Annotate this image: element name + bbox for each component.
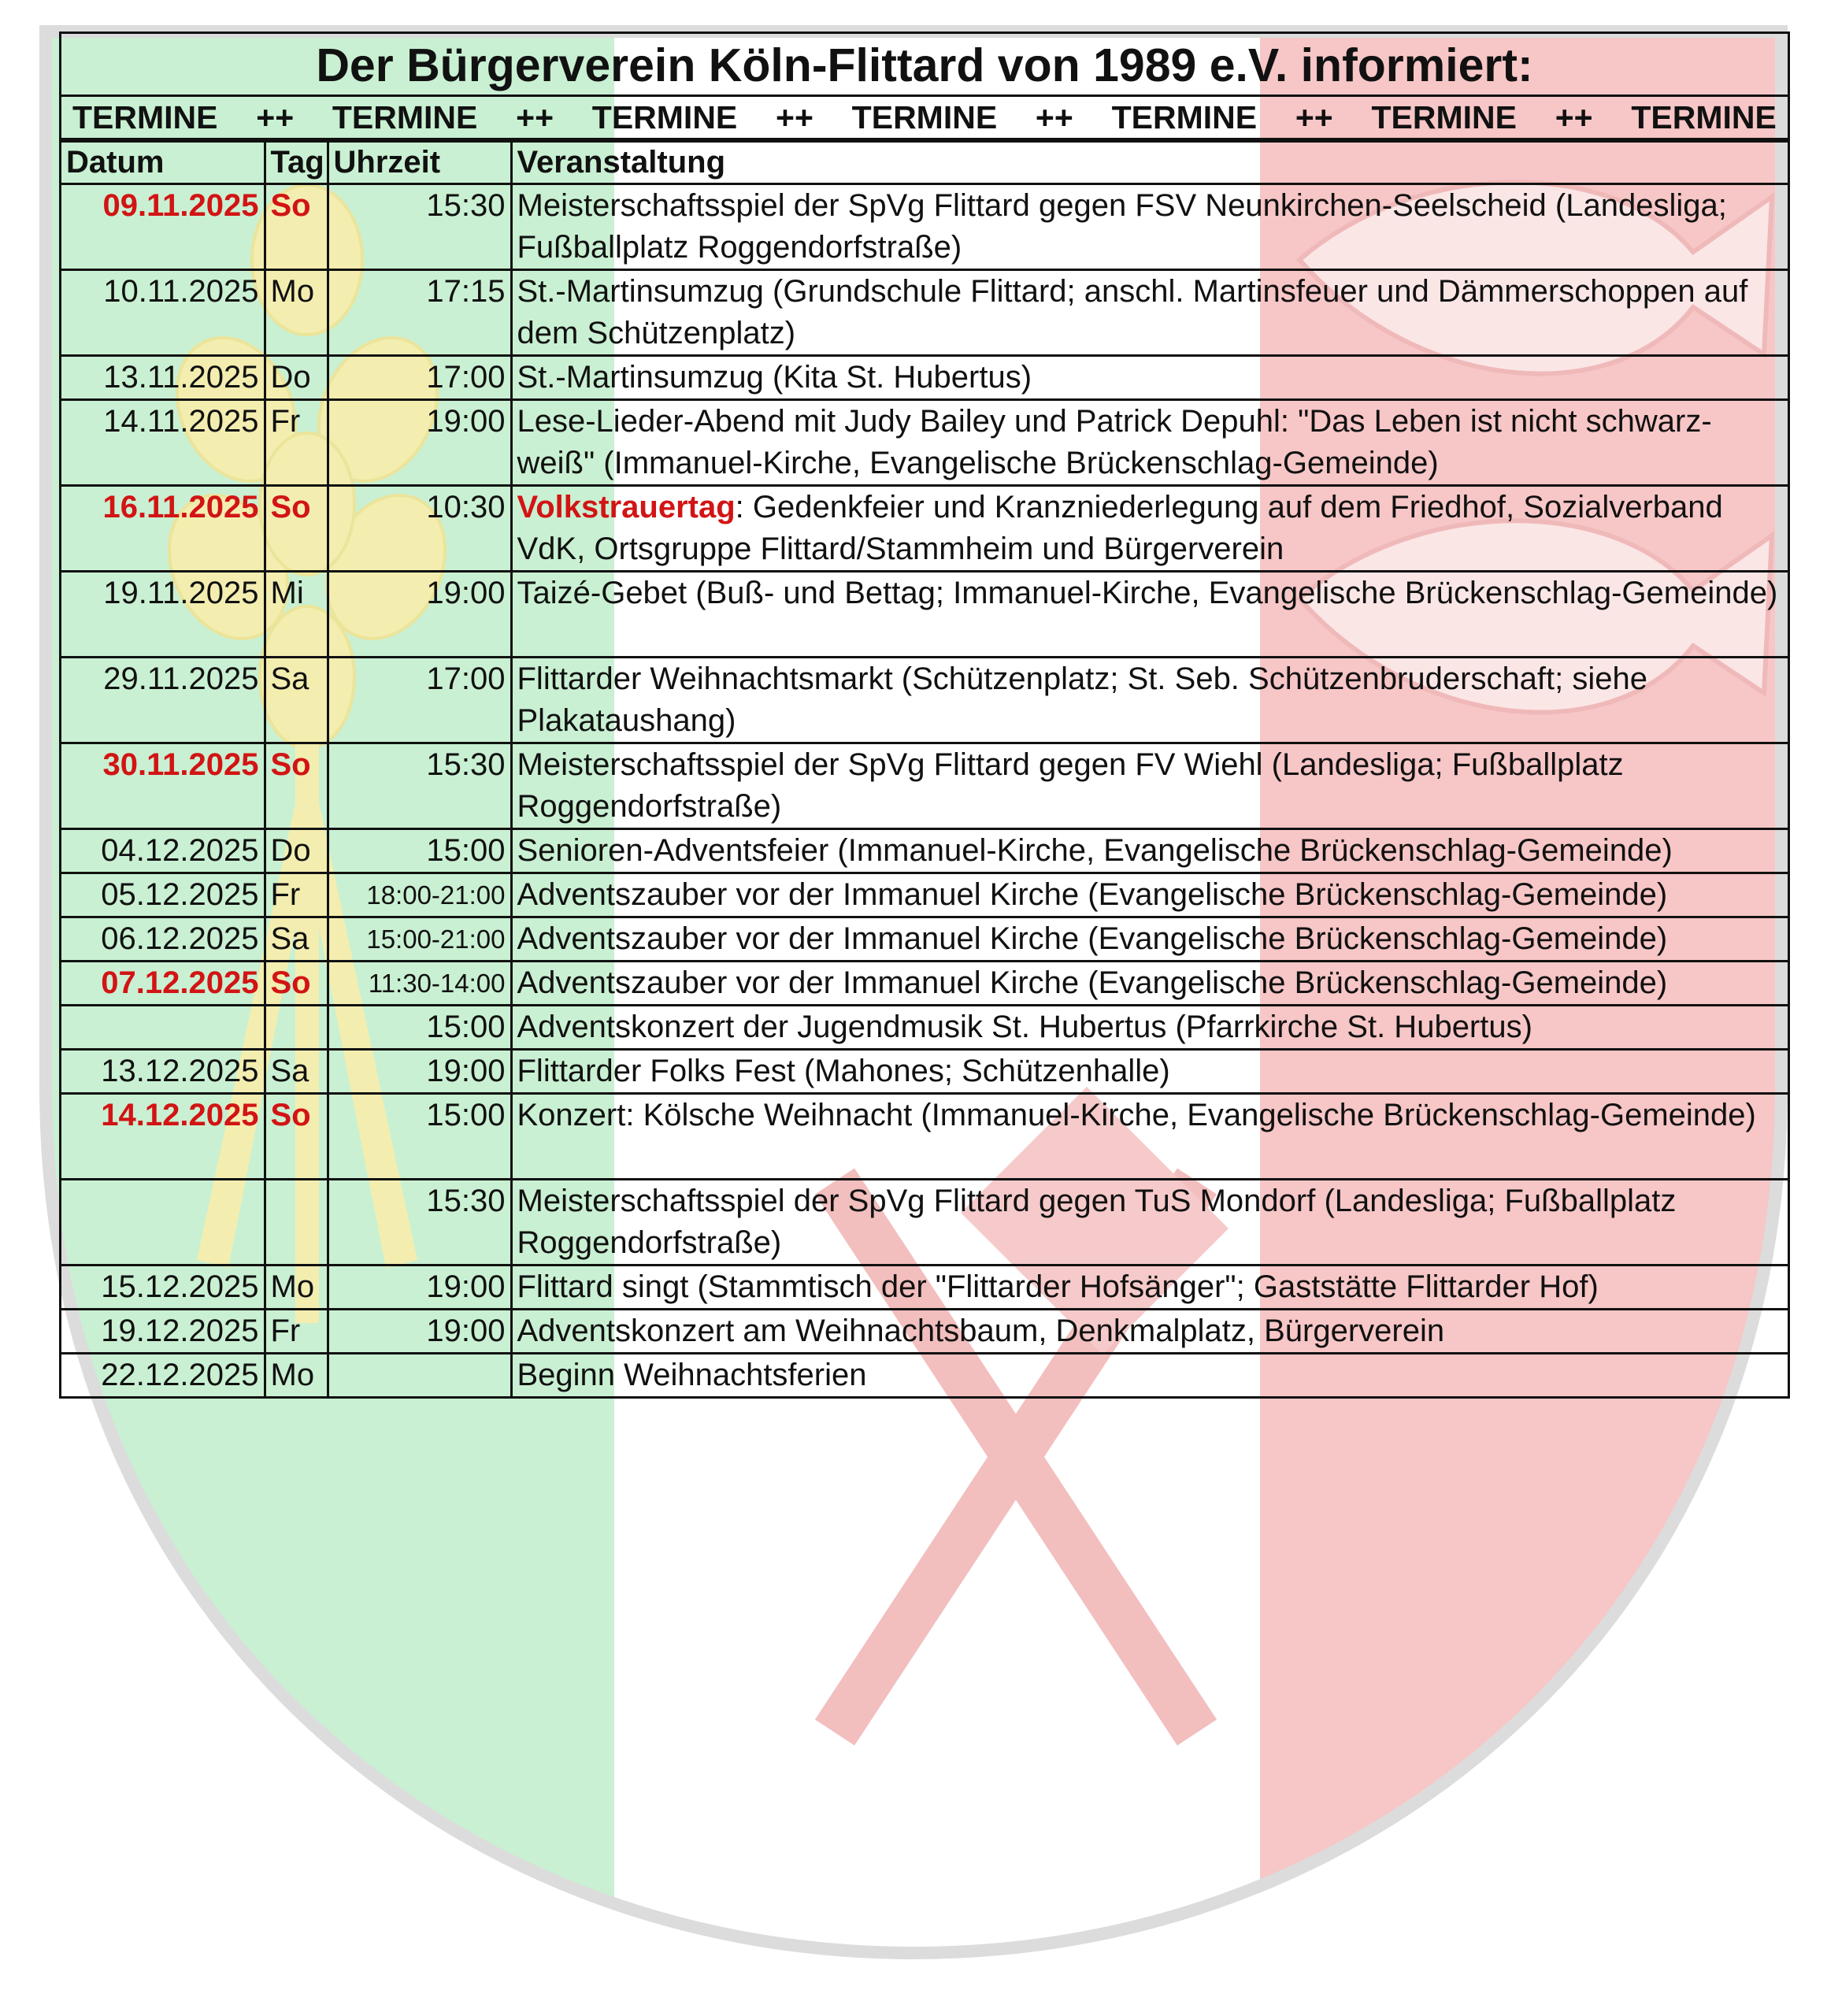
event-day: Fr [265, 873, 328, 917]
page-title: Der Bürgerverein Köln-Flittard von 1989 e.V. informiert: [61, 34, 1788, 97]
ticker-word: TERMINE [1371, 98, 1517, 135]
event-time: 17:15 [328, 270, 511, 356]
event-description [511, 486, 1788, 572]
event-description [511, 962, 1788, 1006]
event-time [328, 1354, 511, 1397]
event-time: 17:00 [328, 658, 511, 743]
events-board [59, 32, 1790, 1399]
column-header-day: Tag [265, 143, 328, 184]
event-day: Fr [265, 400, 328, 486]
ticker-separator: ++ [776, 98, 813, 135]
event-text: Adventszauber vor der Immanuel Kirche (Evangelische Brückenschlag-Gemeinde) [517, 965, 1668, 1000]
table-row [61, 184, 1788, 270]
event-description [511, 658, 1788, 743]
event-time: 15:30 [328, 743, 511, 829]
event-time: 15:30 [328, 184, 511, 270]
event-text: Meisterschaftsspiel der SpVg Flittard gegen FSV Neunkirchen-Seelscheid (Landesliga; Fußballplatz Roggendorfstraße) [517, 188, 1727, 265]
event-date: 19.12.2025 [61, 1310, 265, 1354]
event-day: Sa [265, 1050, 328, 1094]
event-date: 19.11.2025 [61, 572, 265, 658]
ticker-word: TERMINE [1631, 98, 1777, 135]
event-description [511, 873, 1788, 917]
event-day: Sa [265, 658, 328, 743]
event-text: : Gedenkfeier und Kranzniederlegung auf dem Friedhof, Sozialverband VdK, Ortsgruppe Flittard/Stammheim und Bürgerverein [517, 490, 1723, 566]
event-text: Meisterschaftsspiel der SpVg Flittard gegen TuS Mondorf (Landesliga; Fußballplatz Roggendorfstraße) [517, 1184, 1677, 1260]
table-row [61, 829, 1788, 873]
event-time: 15:00 [328, 1094, 511, 1180]
table-row [61, 873, 1788, 917]
event-date [61, 1006, 265, 1050]
table-row [61, 743, 1788, 829]
event-date: 22.12.2025 [61, 1354, 265, 1397]
event-day [265, 1006, 328, 1050]
event-date: 15.12.2025 [61, 1266, 265, 1310]
event-date: 06.12.2025 [61, 917, 265, 962]
event-date: 14.12.2025 [61, 1094, 265, 1180]
table-row [61, 1006, 1788, 1050]
event-description [511, 1354, 1788, 1397]
event-date: 05.12.2025 [61, 873, 265, 917]
event-time: 15:00 [328, 1006, 511, 1050]
event-time: 17:00 [328, 356, 511, 400]
event-time: 11:30-14:00 [328, 962, 511, 1006]
event-text: Adventskonzert der Jugendmusik St. Hubertus (Pfarrkirche St. Hubertus) [517, 1010, 1532, 1044]
event-day: Do [265, 829, 328, 873]
event-time: 19:00 [328, 572, 511, 658]
column-header-event: Veranstaltung [511, 143, 1788, 184]
event-text: Flittarder Weihnachtsmarkt (Schützenplatz; St. Seb. Schützenbruderschaft; siehe Plakataushang) [517, 662, 1648, 738]
event-time: 10:30 [328, 486, 511, 572]
event-text: Adventszauber vor der Immanuel Kirche (Evangelische Brückenschlag-Gemeinde) [517, 921, 1668, 956]
event-description [511, 572, 1788, 658]
event-description [511, 356, 1788, 400]
event-date: 13.12.2025 [61, 1050, 265, 1094]
event-description [511, 743, 1788, 829]
event-day: Mi [265, 572, 328, 658]
event-date: 13.11.2025 [61, 356, 265, 400]
event-date: 10.11.2025 [61, 270, 265, 356]
ticker-word: TERMINE [1111, 98, 1258, 135]
event-description [511, 917, 1788, 962]
event-description [511, 1006, 1788, 1050]
ticker-word: TERMINE [72, 98, 218, 135]
event-text: Flittard singt (Stammtisch der "Flittarder Hofsänger"; Gaststätte Flittarder Hof) [517, 1269, 1599, 1304]
event-text: Lese-Lieder-Abend mit Judy Bailey und Patrick Depuhl: "Das Leben ist nicht schwarz-weiß" (Immanuel-Kirche, Evangelische Brückenschlag-Gemeinde) [517, 404, 1712, 480]
event-text: Adventskonzert am Weihnachtsbaum, Denkmalplatz, Bürgerverein [517, 1314, 1445, 1348]
ticker-word: TERMINE [332, 98, 478, 135]
event-date: 07.12.2025 [61, 962, 265, 1006]
table-row [61, 1094, 1788, 1180]
event-text: Flittarder Folks Fest (Mahones; Schützenhalle) [517, 1054, 1170, 1088]
event-date: 16.11.2025 [61, 486, 265, 572]
event-date: 29.11.2025 [61, 658, 265, 743]
event-day: Fr [265, 1310, 328, 1354]
event-text: Taizé-Gebet (Buß- und Bettag; Immanuel-Kirche, Evangelische Brückenschlag-Gemeinde) [517, 576, 1778, 610]
event-description [511, 400, 1788, 486]
event-day: So [265, 486, 328, 572]
events-table [61, 143, 1788, 1396]
event-text: St.-Martinsumzug (Kita St. Hubertus) [517, 360, 1032, 395]
event-day: Sa [265, 917, 328, 962]
event-description [511, 1310, 1788, 1354]
event-date [61, 1180, 265, 1266]
event-time: 18:00-21:00 [328, 873, 511, 917]
event-description [511, 1094, 1788, 1180]
event-text: Konzert: Kölsche Weihnacht (Immanuel-Kirche, Evangelische Brückenschlag-Gemeinde) [517, 1098, 1756, 1132]
event-day: Mo [265, 1266, 328, 1310]
ticker-word: TERMINE [851, 98, 998, 135]
event-description [511, 184, 1788, 270]
table-header-row [61, 143, 1788, 184]
ticker-separator: ++ [1555, 98, 1593, 135]
event-description [511, 1050, 1788, 1094]
event-day: Mo [265, 1354, 328, 1397]
event-text: Senioren-Adventsfeier (Immanuel-Kirche, Evangelische Brückenschlag-Gemeinde) [517, 833, 1673, 868]
event-date: 04.12.2025 [61, 829, 265, 873]
table-row [61, 356, 1788, 400]
event-description [511, 829, 1788, 873]
event-time: 19:00 [328, 400, 511, 486]
event-time: 15:00-21:00 [328, 917, 511, 962]
event-time: 19:00 [328, 1310, 511, 1354]
table-row [61, 1266, 1788, 1310]
ticker-separator: ++ [1295, 98, 1333, 135]
event-description [511, 1266, 1788, 1310]
event-day: So [265, 962, 328, 1006]
column-header-time: Uhrzeit [328, 143, 511, 184]
event-text: Meisterschaftsspiel der SpVg Flittard gegen FV Wiehl (Landesliga; Fußballplatz Roggendorfstraße) [517, 747, 1624, 824]
event-date: 14.11.2025 [61, 400, 265, 486]
event-time: 19:00 [328, 1266, 511, 1310]
column-header-date: Datum [61, 143, 265, 184]
table-row [61, 486, 1788, 572]
table-row [61, 572, 1788, 658]
event-time: 15:00 [328, 829, 511, 873]
ticker-separator: ++ [1035, 98, 1073, 135]
event-text: Adventszauber vor der Immanuel Kirche (Evangelische Brückenschlag-Gemeinde) [517, 877, 1668, 912]
ticker-word: TERMINE [591, 98, 738, 135]
table-row [61, 1050, 1788, 1094]
table-row [61, 400, 1788, 486]
event-day: So [265, 743, 328, 829]
event-date: 09.11.2025 [61, 184, 265, 270]
event-text: St.-Martinsumzug (Grundschule Flittard; anschl. Martinsfeuer und Dämmerschoppen auf dem Schützenplatz) [517, 274, 1748, 350]
table-row [61, 962, 1788, 1006]
table-row [61, 917, 1788, 962]
event-text: Beginn Weihnachtsferien [517, 1358, 867, 1392]
event-day: Do [265, 356, 328, 400]
table-row [61, 270, 1788, 356]
event-description [511, 1180, 1788, 1266]
ticker-separator: ++ [516, 98, 554, 135]
table-row [61, 1310, 1788, 1354]
event-day [265, 1180, 328, 1266]
table-row [61, 1180, 1788, 1266]
event-time: 15:30 [328, 1180, 511, 1266]
event-day: So [265, 184, 328, 270]
event-day: So [265, 1094, 328, 1180]
event-day: Mo [265, 270, 328, 356]
table-row [61, 1354, 1788, 1397]
event-time: 19:00 [328, 1050, 511, 1094]
event-description [511, 270, 1788, 356]
event-date: 30.11.2025 [61, 743, 265, 829]
table-row [61, 658, 1788, 743]
ticker-separator: ++ [256, 98, 295, 135]
termine-ticker [61, 97, 1788, 143]
event-keyword: Volkstrauertag [517, 490, 736, 524]
